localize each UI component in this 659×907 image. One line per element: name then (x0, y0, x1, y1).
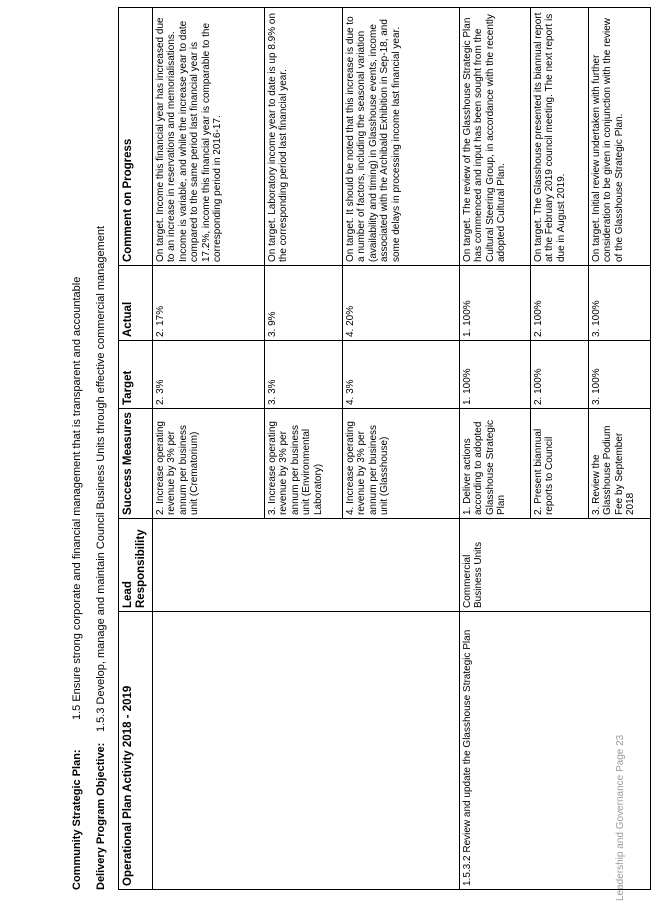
cell-lead (153, 519, 265, 612)
table-row (531, 8, 589, 890)
cell-activity (531, 612, 589, 890)
strategic-plan-label: Community Strategic Plan: (71, 749, 83, 890)
table-row (460, 8, 531, 890)
cell-comment: On target. Income this financial year has increased due to an increase in reservations and memorialisations. Income is variable, and while the increase year to date compared to the same period last financial year is 17.2%, income this financial year is comparable to the corresponding period in 2016-17. (153, 8, 265, 266)
cell-lead: Commercial Business Units (460, 519, 531, 612)
cell-target: 3. 3% (265, 341, 343, 409)
cell-measure: 2. Present biannual reports to Council (531, 409, 589, 519)
strategic-plan-value: 1.5 Ensure strong corporate and financial management that is transparent and accountable (71, 276, 83, 720)
cell-measure: 2. Increase operating revenue by 3% per annum per business unit (Crematorium) (153, 409, 265, 519)
cell-activity (343, 612, 460, 890)
col-header-lead: Lead Responsibility (119, 519, 153, 612)
col-header-measures: Success Measures (119, 409, 153, 519)
cell-measure: 3. Review the Glasshouse Podium Fee by September 2018 (589, 409, 651, 519)
table-row (343, 8, 460, 890)
cell-actual: 2. 100% (531, 266, 589, 341)
objective-line (94, 8, 108, 890)
col-header-comment: Comment on Progress (119, 8, 153, 266)
cell-lead (343, 519, 460, 612)
cell-activity (265, 612, 343, 890)
cell-target: 2. 3% (153, 341, 265, 409)
objective-value: 1.5.3 Develop, manage and maintain Council Business Units through effective commercial management (95, 225, 107, 732)
col-header-actual: Actual (119, 266, 153, 341)
cell-target: 2. 100% (531, 341, 589, 409)
table-row (265, 8, 343, 890)
cell-activity (153, 612, 265, 890)
cell-target: 4. 3% (343, 341, 460, 409)
cell-measure: 3. Increase operating revenue by 3% per annum per business unit (Environmental Laboratory) (265, 409, 343, 519)
objective-label: Delivery Program Objective: (95, 742, 107, 890)
cell-lead (589, 519, 651, 612)
cell-activity (589, 612, 651, 890)
cell-measure: 1. Deliver actions according to adopted Glasshouse Strategic Plan (460, 409, 531, 519)
table-row (589, 8, 651, 890)
cell-lead (265, 519, 343, 612)
cell-comment: On target. Laboratory income year to date is up 8.9% on the corresponding period last financial year. (265, 8, 343, 266)
cell-actual: 4. 20% (343, 266, 460, 341)
progress-table (118, 7, 651, 890)
cell-measure: 4. Increase operating revenue by 3% per annum per business unit (Glasshouse) (343, 409, 460, 519)
cell-actual: 2. 17% (153, 266, 265, 341)
cell-comment: On target. Initial review undertaken with further consideration to be given in conjunction with the review of the Glasshouse Strategic Plan. (589, 8, 651, 266)
cell-target: 3. 100% (589, 341, 651, 409)
cell-actual: 3. 9% (265, 266, 343, 341)
footer-text: Leadership and Governance Page 23 (615, 734, 626, 901)
table-header-row (119, 8, 153, 890)
col-header-activity: Operational Plan Activity 2018 - 2019 (119, 612, 153, 890)
cell-comment: On target. It should be noted that this increase is due to a number of factors, including the seasonal variation (availability and timing) in Glasshouse events, income associated with the Archibald Exhibition in Sep-18, and some delays in processing income last financial year. (343, 8, 460, 266)
cell-target: 1. 100% (460, 341, 531, 409)
cell-comment: On target. The review of the Glasshouse Strategic Plan has commenced and input has been sought from the Cultural Steering Group, in accordance with the recently adopted Cultural Plan. (460, 8, 531, 266)
col-header-target: Target (119, 341, 153, 409)
table-row (153, 8, 265, 890)
cell-actual: 1. 100% (460, 266, 531, 341)
cell-lead (531, 519, 589, 612)
cell-comment: On target. The Glasshouse presented its biannual report at the February 2019 council meeting. The next report is due in August 2019. (531, 8, 589, 266)
cell-actual: 3. 100% (589, 266, 651, 341)
cell-activity: 1.5.3.2 Review and update the Glasshouse Strategic Plan (460, 612, 531, 890)
strategic-plan-line (70, 8, 84, 890)
